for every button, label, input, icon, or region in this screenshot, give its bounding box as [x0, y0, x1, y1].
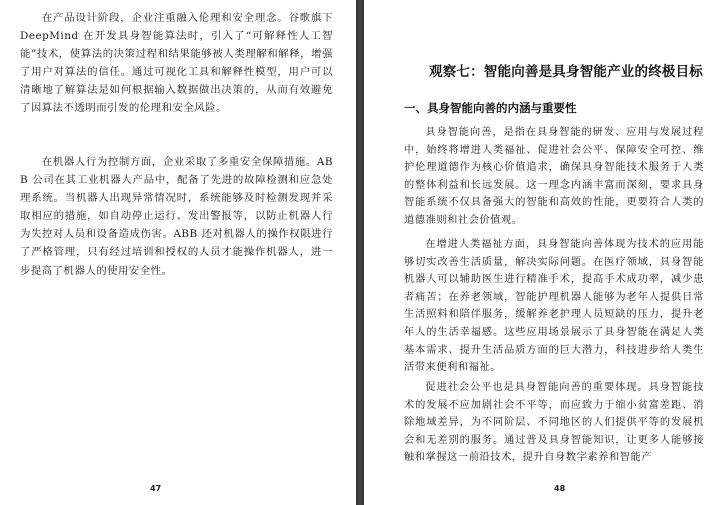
section-title: 一、具身智能向善的内涵与重要性	[404, 101, 577, 115]
book-gutter	[356, 0, 364, 505]
right-paragraph-1: 具身智能向善，是指在具身智能的研发、应用与发展过程中，始终将增进人类福祉、促进社会公平、保障安全可控、维护伦理道德作为核心价值追求，确保具身智能技术服务于人类的整体利益和长远发展。这一理念内涵丰富而深刻，要求具身智能系统不仅具备强大的智能和高效的性能，更要符合人类的道德准则和社会价值观。	[404, 127, 704, 226]
left-page	[0, 0, 356, 505]
right-paragraph-2: 在增进人类福祉方面，具身智能向善体现为技术的应用能够切实改善生活质量，解决实际问题。在医疗领域，具身智能机器人可以辅助医生进行精准手术，提高手术成功率，减少患者痛苦；在养老领域，智能护理机器人能够为老年人提供日常生活照料和陪伴服务，缓解养老护理人员短缺的压力，提升老年人的生活幸福感。这些应用场景展示了具身智能在满足人类基本需求、提升生活品质方面的巨大潜力，科技进步给人类生活带来便利和福祉。	[404, 239, 704, 374]
right-paragraph-3: 促进社会公平也是具身智能向善的重要体现。具身智能技术的发展不应加剧社会不平等，而应致力于缩小贫富差距、消除地域差异，为不同阶层、不同地区的人们提供平等的发展机会和无差别的服务。通过普及具身智能知识，让更多人能够接触和掌握这一前沿技术，提升自身数字素养和智能产	[404, 382, 704, 464]
chapter-title: 观察七：智能向善是具身智能产业的终极目标	[429, 64, 703, 80]
left-paragraph-2: 在机器人行为控制方面，企业采取了多重安全保障措施。ABB 公司在其工业机器人产品中，配备了先进的故障检测和应急处理系统。当机器人出现异常情况时，系统能够及时检测发现并采取相应的措施，如自动停止运行、发出警报等，以防止机器人行为失控对人员和设备造成伤害。ABB 还对机器人的操作权限进行了严格管理，只有经过培训和授权的人员才能操作机器人，进一步提高了机器人的使用安全性。	[20, 156, 333, 277]
left-paragraph-1: 在产品设计阶段，企业注重融入伦理和安全理念。谷歌旗下 DeepMind 在开发具身智能算法时，引入了“可解释性人工智能”技术，使算法的决策过程和结果能够被人类理解和解释，增强了用户对算法的信任。通过可视化工具和解释性模型，用户可以清晰地了解算法是如何根据输入数据做出决策的，从而有效避免了因算法不透明而引发的伦理和安全风险。	[20, 12, 333, 115]
page-number-right: 48	[554, 484, 566, 493]
page-number-left: 47	[150, 484, 162, 493]
right-page	[364, 0, 727, 505]
